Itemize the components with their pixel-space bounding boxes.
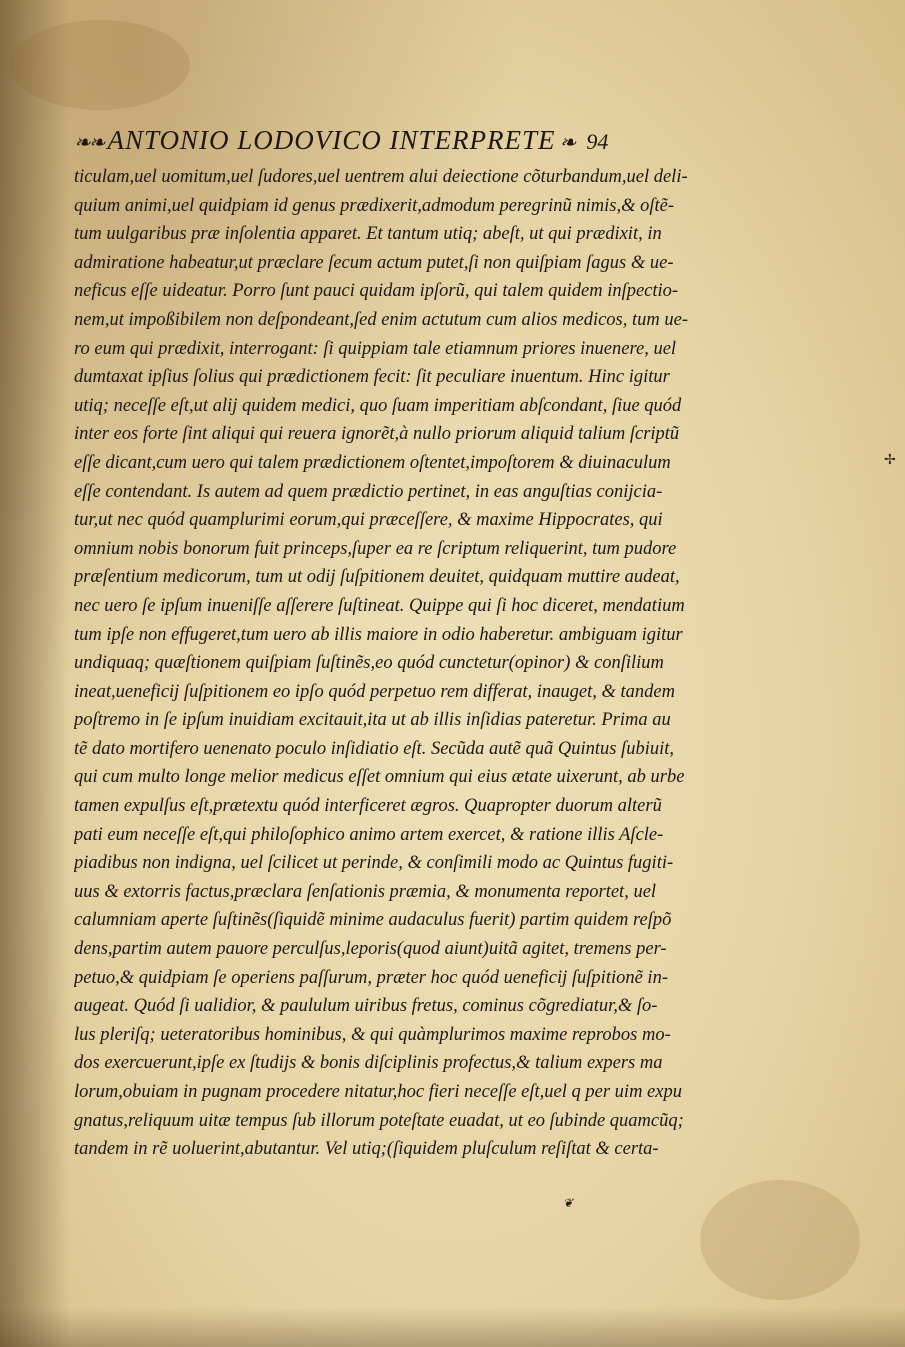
text-line: eſſe contendant. Is autem ad quem prædictio pertinet, in eas anguſtias conijcia- bbox=[74, 481, 663, 502]
text-line: pati eum neceſſe eſt,qui philoſophico animo artem exercet, & ratione illis Aſcle- bbox=[74, 824, 664, 845]
text-line: augeat. Quód ſi ualidior, & paululum uiribus fretus, cominus cõgrediatur,& ſo- bbox=[74, 996, 658, 1017]
text-line: nem,ut impoßibilem non deſpondeant,ſed enim actutum cum alios medicos, tum ue- bbox=[74, 309, 688, 330]
text-line: nec uero ſe ipſum inueniſſe aſſerere ſuſtineat. Quippe qui ſi hoc diceret, mendatium bbox=[74, 595, 685, 616]
text-line: piadibus non indigna, uel ſcilicet ut perinde, & conſimili modo ac Quintus fugiti- bbox=[74, 853, 674, 874]
text-line: tẽ dato mortifero uenenato poculo inſidiatio eſt. Secũda autẽ quã Quintus ſubiuit, bbox=[74, 738, 674, 759]
text-line: omnium nobis bonorum fuit princeps,ſuper ea re ſcriptum reliquerint, tum pudore bbox=[74, 538, 677, 559]
text-line: tum uulgaribus præ inſolentia apparet. Et tantum utiq; abeſt, ut qui prædixit, in bbox=[74, 224, 662, 245]
signature-mark: ❦ bbox=[563, 1196, 574, 1210]
text-line: tum ipſe non effugeret,tum uero ab illis maiore in odio haberetur. ambiguam igitur bbox=[74, 624, 683, 645]
text-line: ro eum qui prædixit, interrogant: ſi quippiam tale etiamnum priores inuenere, uel bbox=[74, 338, 677, 359]
text-line: dens,partim autem pauore perculſus,leporis(quod aiunt)uitã agitet, tremens per- bbox=[74, 939, 667, 960]
text-line: præſentium medicorum, tum ut odij ſuſpitionem deuitet, quidquam muttire audeat, bbox=[74, 567, 680, 588]
text-line: qui cum multo longe melior medicus eſſet omnium qui eius ætate uixerunt, ab urbe bbox=[74, 767, 685, 788]
text-line: utiq; neceſſe eſt,ut alij quidem medici, quo ſuam imperitiam abſcondant, ſiue quód bbox=[74, 395, 682, 416]
header-ornament-right: ❧ bbox=[559, 132, 575, 154]
running-header bbox=[74, 125, 734, 161]
text-line: lorum,obuiam in pugnam procedere nitatur,hoc fieri neceſſe eſt,uel q per uim expu bbox=[74, 1082, 682, 1102]
margin-mark: ✢ bbox=[884, 453, 896, 468]
text-line: gnatus,reliquum uitæ tempus ſub illorum poteſtate euadat, ut eo ſubinde quamcũq; bbox=[74, 1110, 684, 1131]
text-line: dumtaxat ipſius ſolius qui prædictionem fecit: ſit peculiare inuentum. Hinc igitur bbox=[74, 367, 670, 388]
text-line: petuo,& quidpiam ſe operiens paſſurum, præter hoc quód ueneficij ſuſpitionẽ in- bbox=[74, 967, 668, 988]
text-line: inter eos forte ſint aliqui qui reuera ignorẽt,à nullo priorum aliquid talium ſcriptũ bbox=[74, 424, 680, 445]
text-line: ticulam,uel uomitum,uel ſudores,uel uentrem alui deiectione cõturbandum,uel deli- bbox=[74, 167, 688, 187]
text-line: ineat,ueneficij ſuſpitionem eo ipſo quód perpetuo rem differat, inauget, & tandem bbox=[74, 681, 675, 702]
text-line: admiratione habeatur,ut præclare ſecum actum putet,ſi non quiſpiam ſagus & ue- bbox=[74, 252, 674, 273]
paper-stain bbox=[10, 20, 190, 110]
text-line: tur,ut nec quód quamplurimi eorum,qui præceſſere, & maxime Hippocrates, qui bbox=[74, 510, 663, 531]
text-line: tandem in rẽ uoluerint,abutantur. Vel utiq;(ſiquidem pluſculum reſiſtat & certa- bbox=[74, 1139, 659, 1160]
header-ornament-left: ❧❧ bbox=[74, 132, 104, 154]
text-line: quium animi,uel quidpiam id genus prædixerit,admodum peregrinũ nimis,& oſtẽ- bbox=[74, 195, 675, 216]
paper-stain bbox=[700, 1180, 860, 1300]
text-line: tamen expulſus eſt,prætextu quód interficeret ægros. Quapropter duorum alterũ bbox=[74, 796, 662, 817]
text-line: neficus eſſe uideatur. Porro ſunt pauci quidam ipſorũ, qui talem quidem inſpectio- bbox=[74, 281, 679, 302]
text-line: calumniam aperte ſuſtinẽs(ſiquidẽ minime audaculus fuerit) partim quidem reſpõ bbox=[74, 910, 672, 931]
running-head-title: ANTONIO LODOVICO INTERPRETE bbox=[107, 125, 556, 155]
text-line: poſtremo in ſe ipſum inuidiam excitauit,ita ut ab illis inſidias pateretur. Prima au bbox=[74, 710, 671, 731]
body-text-block bbox=[74, 163, 744, 1164]
text-line: undiquaq; quæſtionem quiſpiam ſuſtinẽs,eo quód cunctetur(opinor) & conſilium bbox=[74, 653, 664, 674]
page-bottom-shadow bbox=[0, 1307, 905, 1347]
text-line: uus & extorris factus,præclara ſenſationis præmia, & monumenta reportet, uel bbox=[74, 881, 657, 902]
page-number: 94 bbox=[586, 129, 609, 154]
gutter-shadow bbox=[0, 0, 70, 1347]
text-line: eſſe dicant,cum uero qui talem prædictionem oſtentet,impoſtorem & diuinaculum bbox=[74, 452, 671, 473]
text-line: lus pleriſq; ueteratoribus hominibus, & qui quàmplurimos maxime reprobos mo- bbox=[74, 1024, 671, 1045]
text-line: dos exercuerunt,ipſe ex ſtudijs & bonis diſciplinis profectus,& talium expers ma bbox=[74, 1053, 663, 1074]
